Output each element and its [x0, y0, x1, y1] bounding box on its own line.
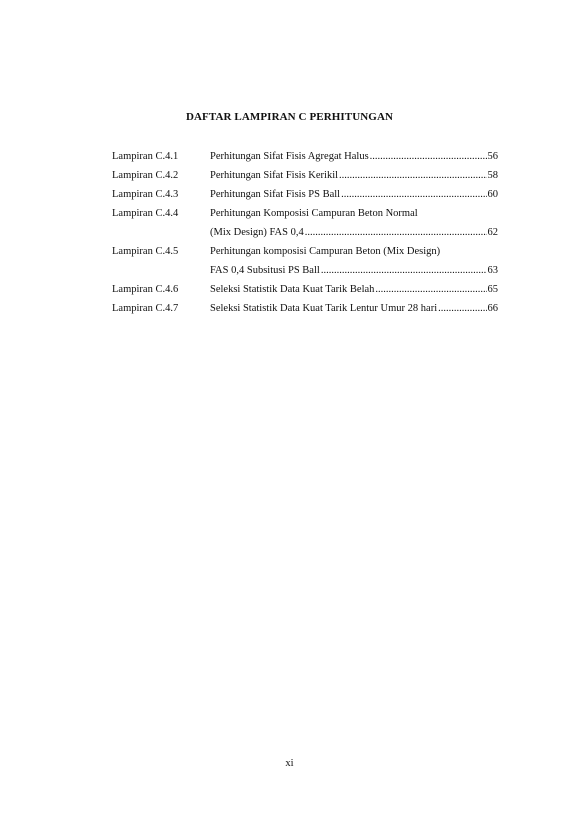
toc-entry-label: Lampiran C.4.2: [112, 170, 179, 181]
toc-entry-page: 56: [487, 151, 498, 162]
toc-entry-label: Lampiran C.4.4: [112, 208, 179, 219]
toc-entry-page: 63: [487, 265, 498, 276]
toc-entry-label: Lampiran C.4.7: [112, 303, 179, 314]
toc-entry-title: Perhitungan Sifat Fisis Kerikil: [210, 170, 339, 181]
dot-leader: [375, 283, 486, 296]
toc-entry-title-line1: Perhitungan Komposisi Campuran Beton Normal: [210, 208, 418, 219]
dot-leader: [370, 150, 487, 163]
toc-entry-label: Lampiran C.4.3: [112, 189, 179, 200]
page-number: xi: [285, 758, 294, 769]
toc-entry-label: Lampiran C.4.5: [112, 246, 179, 257]
toc-entry: [112, 169, 498, 182]
toc-entry: [112, 150, 498, 163]
dot-leader: [305, 226, 487, 239]
toc-entry: [112, 207, 498, 239]
toc-entry-title: Perhitungan Sifat Fisis Agregat Halus: [210, 151, 369, 162]
dot-leader: [438, 302, 486, 315]
toc-entry: [112, 188, 498, 201]
toc-entry-label: Lampiran C.4.6: [112, 284, 179, 295]
toc-entry-title: Seleksi Statistik Data Kuat Tarik Belah: [210, 284, 375, 295]
toc-entry-page: 58: [487, 170, 498, 181]
toc-list: [112, 150, 498, 321]
toc-entry-title: Seleksi Statistik Data Kuat Tarik Lentur Umur 28 hari: [210, 303, 438, 314]
toc-entry-page: 65: [487, 284, 498, 295]
toc-entry-title-line1: Perhitungan komposisi Campuran Beton (Mix Design): [210, 246, 441, 257]
dot-leader: [321, 264, 487, 277]
toc-entry-page: 62: [487, 227, 498, 238]
dot-leader: [339, 169, 486, 182]
toc-entry: [112, 283, 498, 296]
toc-entry-label: Lampiran C.4.1: [112, 151, 179, 162]
toc-entry-title: (Mix Design) FAS 0,4: [210, 227, 304, 238]
toc-entry-title: Perhitungan Sifat Fisis PS Ball: [210, 189, 341, 200]
toc-entry-page: 66: [487, 303, 498, 314]
toc-entry-title: FAS 0,4 Subsitusi PS Ball: [210, 265, 320, 276]
toc-entry: [112, 302, 498, 315]
toc-entry-page: 60: [487, 189, 498, 200]
dot-leader: [341, 188, 486, 201]
page-title: DAFTAR LAMPIRAN C PERHITUNGAN: [185, 111, 394, 123]
toc-entry: [112, 245, 498, 277]
